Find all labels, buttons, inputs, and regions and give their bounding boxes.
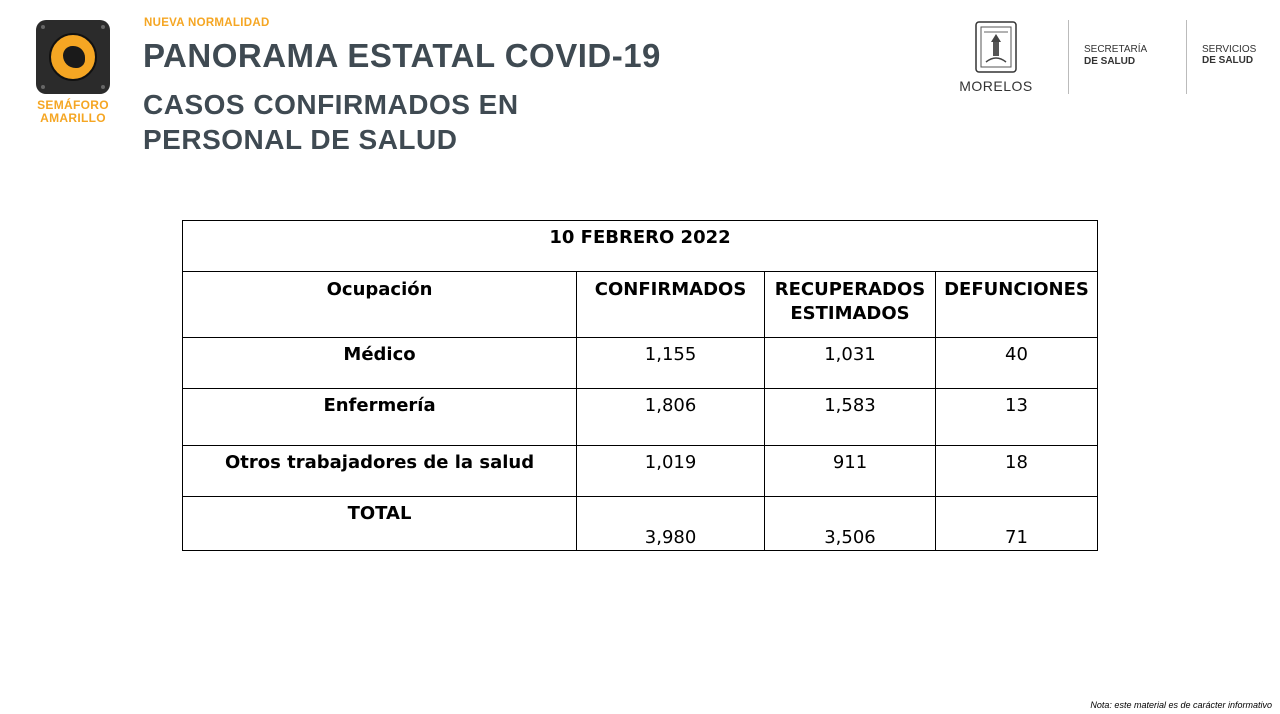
semaforo-label-line1: SEMÁFORO: [37, 98, 109, 112]
morelos-crest-icon: [974, 20, 1018, 74]
cell-confirmed: 1,155: [577, 338, 765, 389]
divider: [1068, 20, 1069, 94]
col-header-deaths: DEFUNCIONES: [935, 272, 1097, 338]
secretaria-line2: DE SALUD: [1084, 56, 1136, 67]
secretaria-line1: SECRETARÍA: [1084, 44, 1148, 55]
cell-confirmed: 1,019: [577, 446, 765, 497]
servicios-line1: SERVICIOS: [1202, 44, 1257, 55]
kicker-text: NUEVA NORMALIDAD: [144, 17, 270, 29]
cell-occupation: Otros trabajadores de la salud: [183, 446, 577, 497]
subtitle-line1: CASOS CONFIRMADOS EN: [143, 89, 519, 120]
col-header-recovered-line1: RECUPERADOS: [774, 279, 926, 300]
col-header-recovered-line2: ESTIMADOS: [790, 303, 910, 324]
cell-deaths: 40: [935, 338, 1097, 389]
table-date-row: [183, 221, 1098, 272]
screw-icon: [101, 85, 105, 89]
footer-note: Nota: este material es de carácter informativo: [1090, 700, 1272, 710]
table-header-row: [183, 272, 1098, 338]
divider: [1186, 20, 1187, 94]
cell-occupation: Enfermería: [183, 389, 577, 446]
cell-total-label: TOTAL: [183, 497, 577, 551]
cell-recovered: 911: [765, 446, 936, 497]
screw-icon: [101, 25, 105, 29]
secretaria-logo: [1084, 44, 1147, 68]
cell-deaths: 18: [935, 446, 1097, 497]
semaforo-logo: [36, 20, 110, 94]
cell-total-recovered: 3,506: [765, 497, 936, 551]
table-row: [183, 389, 1098, 446]
col-header-confirmed: CONFIRMADOS: [577, 272, 765, 338]
screw-icon: [41, 25, 45, 29]
servicios-line2: DE SALUD: [1202, 55, 1254, 66]
table-total-row: [183, 497, 1098, 551]
table-row: [183, 446, 1098, 497]
subtitle-line2: PERSONAL DE SALUD: [143, 124, 458, 155]
col-header-recovered: [765, 272, 936, 338]
semaforo-label: [28, 99, 118, 125]
cell-confirmed: 1,806: [577, 389, 765, 446]
table-row: [183, 338, 1098, 389]
health-staff-cases-table: [182, 220, 1098, 551]
cell-total-deaths: 71: [935, 497, 1097, 551]
semaforo-circle-icon: [49, 33, 97, 81]
col-header-occupation: Ocupación: [183, 272, 577, 338]
page-title: PANORAMA ESTATAL COVID-19: [143, 37, 661, 74]
cell-deaths: 13: [935, 389, 1097, 446]
cell-recovered: 1,583: [765, 389, 936, 446]
cell-recovered: 1,031: [765, 338, 936, 389]
servicios-logo: [1202, 44, 1256, 66]
screw-icon: [41, 85, 45, 89]
state-map-icon: [63, 46, 85, 68]
page-subtitle: [143, 87, 643, 157]
state-label: MORELOS: [959, 78, 1033, 94]
cell-occupation: Médico: [183, 338, 577, 389]
semaforo-label-line2: AMARILLO: [40, 111, 106, 125]
table-date: 10 FEBRERO 2022: [183, 221, 1098, 272]
cell-total-confirmed: 3,980: [577, 497, 765, 551]
